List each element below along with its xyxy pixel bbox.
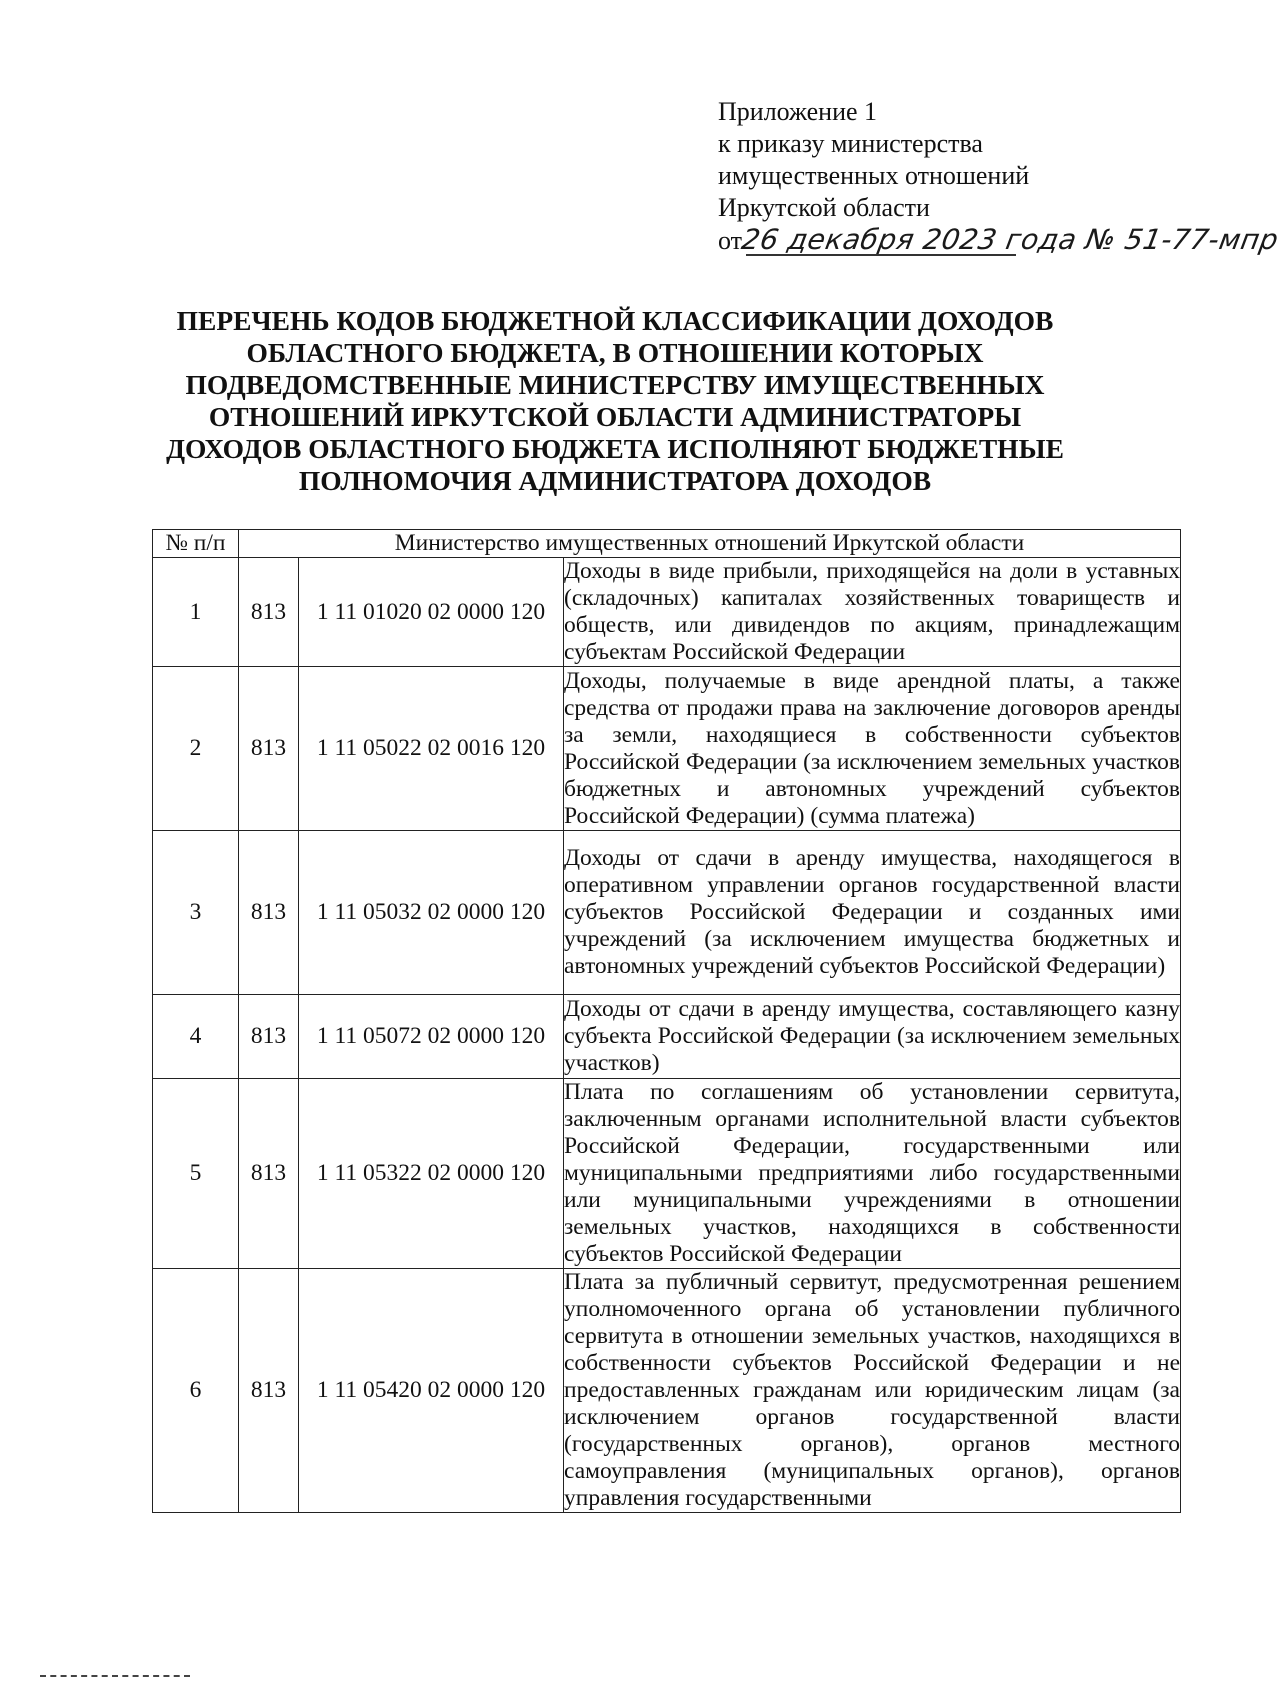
admin-code: 813 — [239, 667, 299, 831]
footer-dash-line — [40, 1675, 190, 1677]
date-underline — [746, 254, 1016, 256]
appendix-line: к приказу министерства — [718, 129, 983, 158]
row-number: 5 — [153, 1079, 239, 1269]
row-number: 2 — [153, 667, 239, 831]
table-row — [153, 667, 1181, 831]
admin-code: 813 — [239, 1079, 299, 1269]
title-line: ОБЛАСТНОГО БЮДЖЕТА, В ОТНОШЕНИИ КОТОРЫХ — [246, 337, 984, 368]
row-number: 1 — [153, 558, 239, 667]
budget-code: 1 11 05322 02 0000 120 — [299, 1079, 564, 1269]
income-description: Плата за публичный сервитут, предусмотренная решением уполномоченного органа об установлении публичного сервитута в отношении земельных участков, находящихся в собственности субъектов Российской Федерации и не предоставленных гражданам или юридическим лицам (за исключением органов государственной власти (государственных органов), органов местного самоуправления (муниципальных органов), органов управления государственными — [564, 1269, 1180, 1511]
budget-code: 1 11 05022 02 0016 120 — [299, 667, 564, 831]
header-num: № п/п — [153, 530, 239, 558]
row-number: 4 — [153, 995, 239, 1079]
admin-code: 813 — [239, 995, 299, 1079]
row-number: 3 — [153, 831, 239, 995]
income-description: Доходы, получаемые в виде арендной платы, а также средства от продажи права на заключение договоров аренды за земли, находящиеся в собственности субъектов Российской Федерации (за исключением земельных участков бюджетных и автономных учреждений субъектов Российской Федерации) (сумма платежа) — [564, 667, 1180, 829]
appendix-line: Приложение 1 — [718, 97, 878, 126]
income-description: Доходы в виде прибыли, приходящейся на доли в уставных (складочных) капиталах хозяйственных товариществ и обществ, или дивидендов по акциям, принадлежащим субъектам Российской Федерации — [564, 558, 1180, 665]
order-date-line — [718, 223, 1281, 257]
title-line: ОТНОШЕНИЙ ИРКУТСКОЙ ОБЛАСТИ АДМИНИСТРАТОРЫ — [208, 401, 1022, 432]
table-row — [153, 1079, 1181, 1269]
budget-code: 1 11 05072 02 0000 120 — [299, 995, 564, 1079]
header-ministry: Министерство имущественных отношений Иркутской области — [239, 530, 1181, 558]
appendix-line: Иркутской области — [718, 193, 930, 222]
budget-code: 1 11 05420 02 0000 120 — [299, 1269, 564, 1513]
admin-code: 813 — [239, 831, 299, 995]
income-description: Доходы от сдачи в аренду имущества, находящегося в оперативном управлении органов государственной власти субъектов Российской Федерации и созданных ими учреждений (за исключением имущества бюджетных и автономных учреждений субъектов Российской Федерации) — [564, 831, 1181, 995]
table-header-row — [153, 530, 1181, 558]
title-line: ПОЛНОМОЧИЯ АДМИНИСТРАТОРА ДОХОДОВ — [298, 465, 932, 496]
income-description: Доходы от сдачи в аренду имущества, составляющего казну субъекта Российской Федерации (за исключением земельных участков) — [564, 995, 1181, 1079]
title-line: ПЕРЕЧЕНЬ КОДОВ БЮДЖЕТНОЙ КЛАССИФИКАЦИИ ДОХОДОВ — [176, 305, 1054, 336]
table-row — [153, 995, 1181, 1079]
budget-codes-table — [152, 529, 1181, 1513]
table-row — [153, 1269, 1181, 1513]
appendix-block — [718, 96, 1281, 257]
row-number: 6 — [153, 1269, 239, 1513]
budget-code: 1 11 05032 02 0000 120 — [299, 831, 564, 995]
appendix-line: имущественных отношений — [718, 161, 1030, 190]
date-prefix: от — [718, 226, 743, 255]
title-line: ПОДВЕДОМСТВЕННЫЕ МИНИСТЕРСТВУ ИМУЩЕСТВЕННЫХ — [185, 369, 1045, 400]
table-row — [153, 831, 1181, 995]
table-row — [153, 558, 1181, 667]
document-title — [150, 305, 1080, 497]
handwritten-date-number: 26 декабря 2023 года № 51-77-мпр — [739, 223, 1281, 256]
budget-code: 1 11 01020 02 0000 120 — [299, 558, 564, 667]
admin-code: 813 — [239, 1269, 299, 1513]
admin-code: 813 — [239, 558, 299, 667]
title-line: ДОХОДОВ ОБЛАСТНОГО БЮДЖЕТА ИСПОЛНЯЮТ БЮДЖЕТНЫЕ — [166, 433, 1064, 464]
income-description: Плата по соглашениям об установлении сервитута, заключенным органами исполнительной власти субъектов Российской Федерации, государственными или муниципальными предприятиями либо государственными или муниципальными учреждениями в отношении земельных участков, находящихся в собственности субъектов Российской Федерации — [564, 1079, 1180, 1267]
